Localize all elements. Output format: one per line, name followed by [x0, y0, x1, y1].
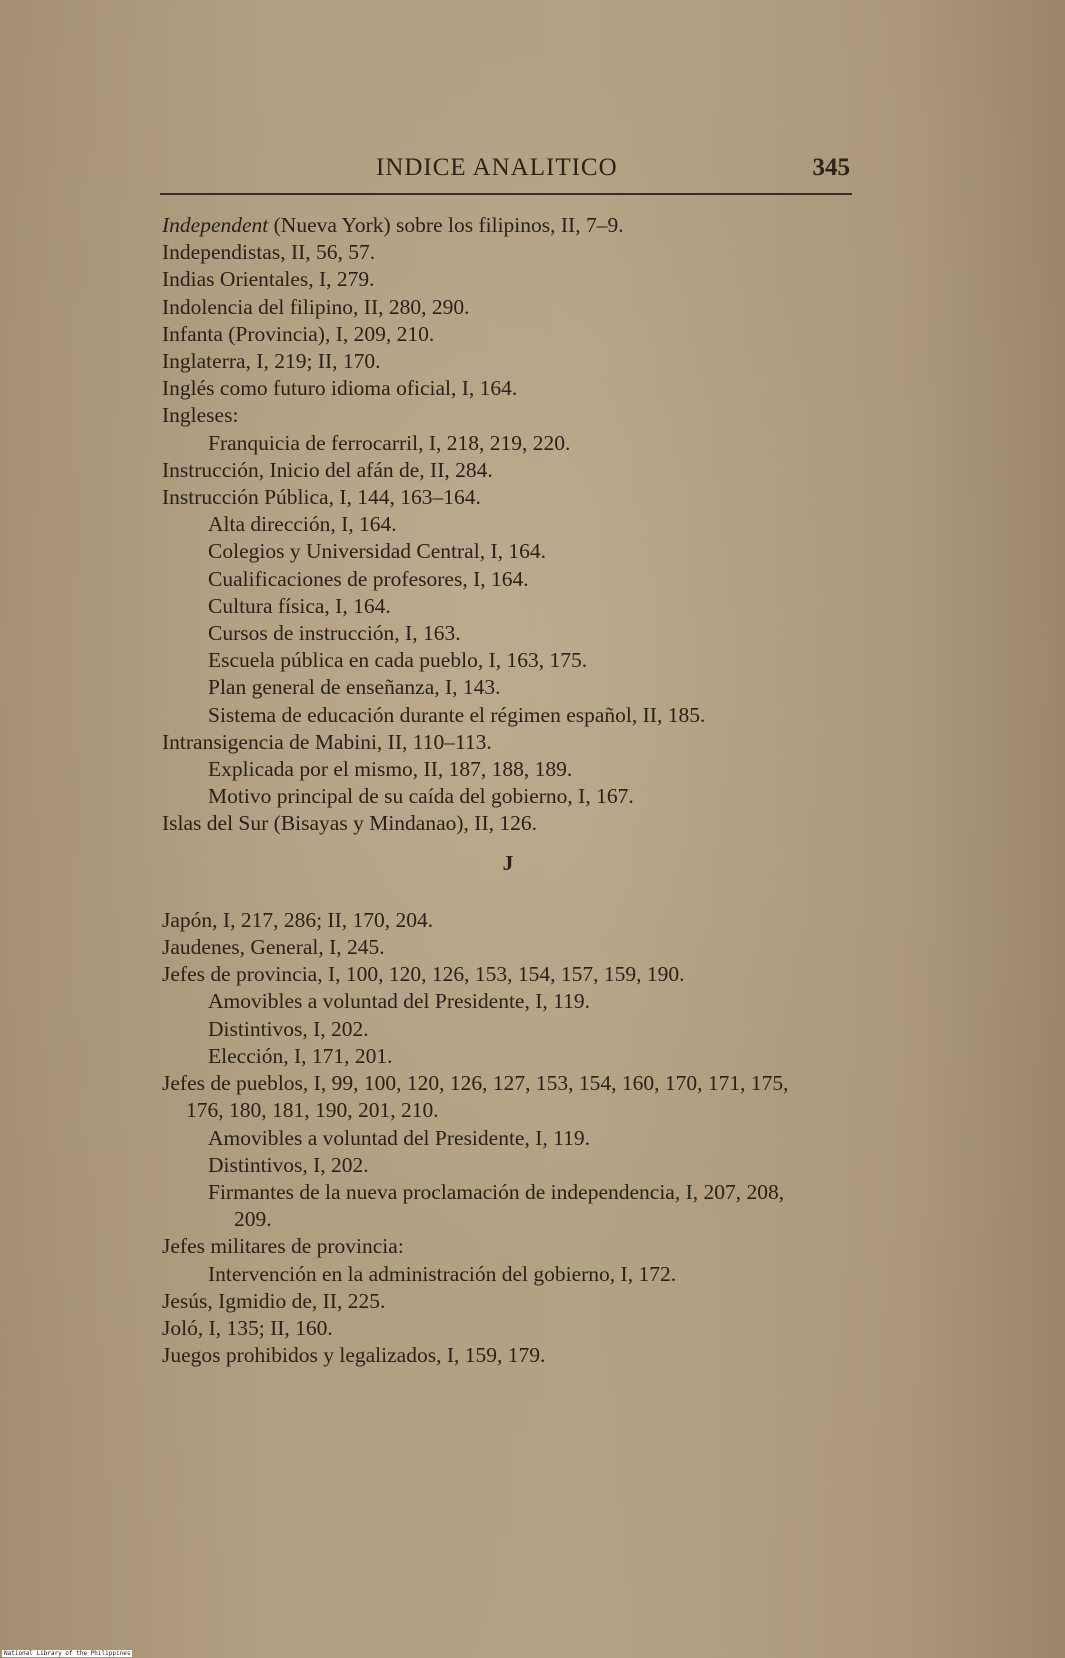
section-letter-heading: J: [502, 850, 514, 875]
library-credit: National Library of the Philippines: [4, 1650, 131, 1657]
index-entry: Infanta (Provincia), I, 209, 210.: [162, 321, 435, 346]
publication-title: Independent: [162, 213, 269, 237]
index-subentry: Sistema de educación durante el régimen español, II, 185.: [208, 702, 706, 727]
index-entry: Islas del Sur (Bisayas y Mindanao), II, 126.: [162, 811, 537, 836]
index-section-j: [162, 907, 862, 1369]
index-entry-continuation: 176, 180, 181, 190, 201, 210.: [186, 1098, 439, 1123]
index-subentry: Cursos de instrucción, I, 163.: [208, 621, 461, 646]
index-subentry: Alta dirección, I, 164.: [208, 512, 397, 537]
index-entry: Inglaterra, I, 219; II, 170.: [162, 349, 381, 374]
index-entry: Joló, I, 135; II, 160.: [162, 1315, 333, 1340]
index-entry: Juegos prohibidos y legalizados, I, 159, 179.: [162, 1343, 546, 1368]
index-subentry: Amovibles a voluntad del Presidente, I, 119.: [208, 1125, 590, 1150]
index-entry: Independistas, II, 56, 57.: [162, 240, 376, 265]
page-header: [160, 146, 852, 188]
running-title: INDICE ANALITICO: [376, 154, 618, 181]
index-subentry: Motivo principal de su caída del gobierno, I, 167.: [208, 784, 634, 809]
index-entry: Japón, I, 217, 286; II, 170, 204.: [162, 907, 434, 932]
header-rule: [160, 193, 852, 195]
index-entry: Jefes de provincia, I, 100, 120, 126, 153, 154, 157, 159, 190.: [162, 962, 685, 987]
index-entry: Jefes militares de provincia:: [162, 1234, 404, 1259]
index-section-i: [162, 212, 862, 838]
index-entry: Ingleses:: [162, 403, 239, 428]
index-entry: Indolencia del filipino, II, 280, 290.: [162, 294, 470, 319]
index-subentry: Intervención en la administración del gobierno, I, 172.: [208, 1261, 677, 1286]
index-entry: Intransigencia de Mabini, II, 110–113.: [162, 729, 492, 754]
index-subentry: Cultura física, I, 164.: [208, 593, 391, 618]
index-subentry: Franquicia de ferrocarril, I, 218, 219, 220.: [208, 430, 571, 455]
index-entry: Indias Orientales, I, 279.: [162, 267, 375, 292]
page-number: 345: [812, 154, 850, 181]
index-subentry: Explicada por el mismo, II, 187, 188, 189.: [208, 757, 573, 782]
index-entry: Instrucción Pública, I, 144, 163–164.: [162, 485, 481, 510]
index-subentry: Elección, I, 171, 201.: [208, 1043, 393, 1068]
entry-text: (Nueva York) sobre los filipinos, II, 7–9.: [268, 213, 624, 237]
index-subentry: Cualificaciones de profesores, I, 164.: [208, 566, 529, 591]
index-entry: Instrucción, Inicio del afán de, II, 284.: [162, 457, 493, 482]
index-entry: Jesús, Igmidio de, II, 225.: [162, 1288, 386, 1313]
index-subentry: Distintivos, I, 202.: [208, 1016, 369, 1041]
index-subentry-continuation: 209.: [234, 1207, 272, 1232]
index-entry: Inglés como futuro idioma oficial, I, 164.: [162, 376, 518, 401]
index-subentry: Amovibles a voluntad del Presidente, I, 119.: [208, 989, 590, 1014]
index-entry: Jefes de pueblos, I, 99, 100, 120, 126, 127, 153, 154, 160, 170, 171, 175,: [162, 1071, 789, 1096]
index-subentry: Firmantes de la nueva proclamación de independencia, I, 207, 208,: [208, 1179, 785, 1204]
index-entry: [162, 212, 862, 239]
index-subentry: Escuela pública en cada pueblo, I, 163, 175.: [208, 648, 588, 673]
index-subentry: Distintivos, I, 202.: [208, 1152, 369, 1177]
index-subentry: Plan general de enseñanza, I, 143.: [208, 675, 501, 700]
index-subentry: Colegios y Universidad Central, I, 164.: [208, 539, 546, 564]
index-body: [162, 212, 862, 1369]
index-entry: Jaudenes, General, I, 245.: [162, 935, 385, 960]
